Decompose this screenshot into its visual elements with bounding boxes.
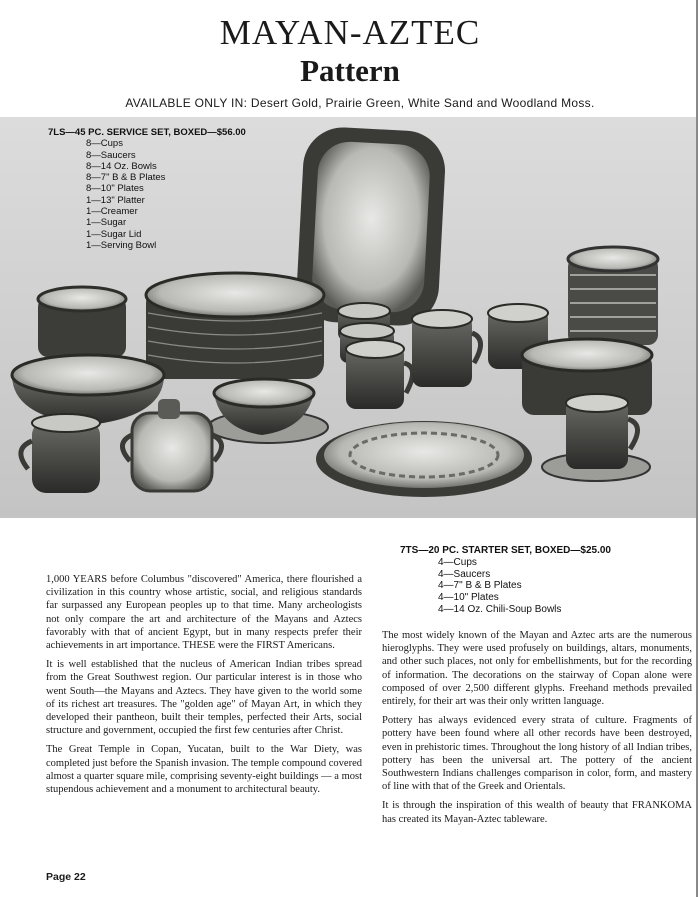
page-number: Page 22 bbox=[46, 871, 86, 883]
list-item: 8—14 Oz. Bowls bbox=[86, 160, 157, 172]
list-item: 1—Creamer bbox=[86, 206, 138, 218]
paragraph: The most widely known of the Mayan and Aztec arts are the numerous hieroglyphs. They were used profusely on buildings, altars, monuments, and other such places, not only for embellishments, but for the recording of information. The decorations on the stairway of Copan alone were composed of over 2,500 different glyphs. Freehand methods prevailed entirely, for their art was their only written language. bbox=[382, 630, 692, 708]
list-item: 8—10" Plates bbox=[86, 183, 144, 195]
availability-note: AVAILABLE ONLY IN: Desert Gold, Prairie Green, White Sand and Woodland Moss. bbox=[125, 96, 595, 110]
list-item: 1—Sugar bbox=[86, 217, 127, 229]
list-item: 4—7" B & B Plates bbox=[438, 580, 522, 592]
list-item: 4—14 Oz. Chili-Soup Bowls bbox=[438, 603, 562, 615]
list-item: 4—Cups bbox=[438, 556, 477, 568]
list-item: 1—13" Platter bbox=[86, 194, 145, 206]
paragraph: 1,000 YEARS before Columbus "discovered" America, there flourished a civilization in this country whose artistic, social, and religious standards far surpassed any European peoples up to that time. Many archeologists not only compare the art and architecture of the Mayans and Aztecs favorably with that of ancient Egypt, but in many respects prefer their achievements in art importance. THESE were the FIRST Americans. bbox=[46, 574, 362, 652]
service-set-title: 7LS—45 PC. SERVICE SET, BOXED—$56.00 bbox=[48, 127, 246, 138]
right-column bbox=[382, 629, 692, 832]
list-item: 8—Cups bbox=[86, 138, 123, 150]
list-item: 8—Saucers bbox=[86, 149, 136, 161]
starter-set-list bbox=[400, 545, 611, 616]
paragraph: It is well established that the nucleus of American Indian tribes spread from the Great Southwest region. Our particular interest is in those who went South—the Mayans and Aztecs. They have given to the world some of its richest art treasures. The "golden age" of Mayan Art, in which they developed their pantheon, built their temples, perfected their Arts, social structure and government, occupied the first few centuries after Christ. bbox=[46, 659, 362, 737]
paragraph: It is through the inspiration of this wealth of beauty that FRANKOMA has created its Mayan-Aztec tableware. bbox=[382, 800, 692, 825]
list-item: 8—7" B & B Plates bbox=[86, 172, 166, 184]
list-item: 1—Sugar Lid bbox=[86, 228, 142, 240]
left-column bbox=[46, 573, 362, 802]
page-edge bbox=[696, 0, 698, 897]
list-item: 1—Serving Bowl bbox=[86, 239, 157, 251]
list-item: 4—10" Plates bbox=[438, 592, 499, 604]
page-title: MAYAN-AZTEC bbox=[219, 13, 481, 52]
service-set-list bbox=[48, 127, 246, 251]
list-item: 4—Saucers bbox=[438, 568, 491, 580]
starter-set-title: 7TS—20 PC. STARTER SET, BOXED—$25.00 bbox=[400, 545, 611, 556]
page-subtitle: Pattern bbox=[300, 53, 400, 88]
paragraph: The Great Temple in Copan, Yucatan, built to the War Diety, was completed just before the Spanish invasion. The temple compound covered almost a quarter square mile, comprising seventy-eight buildings — a most stupendous achievement and a monument to architectural beauty. bbox=[46, 744, 362, 796]
paragraph: Pottery has always evidenced every strata of culture. Fragments of pottery have been found where all other records have been destroyed, even in prehistoric times. Throughout the long history of all Indian tribes, pottery has been the universal art. The pottery of the ancient Southwestern Indians challenges comparison in color, form, and mastery of line with that of the Greek and Orientals. bbox=[382, 715, 692, 793]
